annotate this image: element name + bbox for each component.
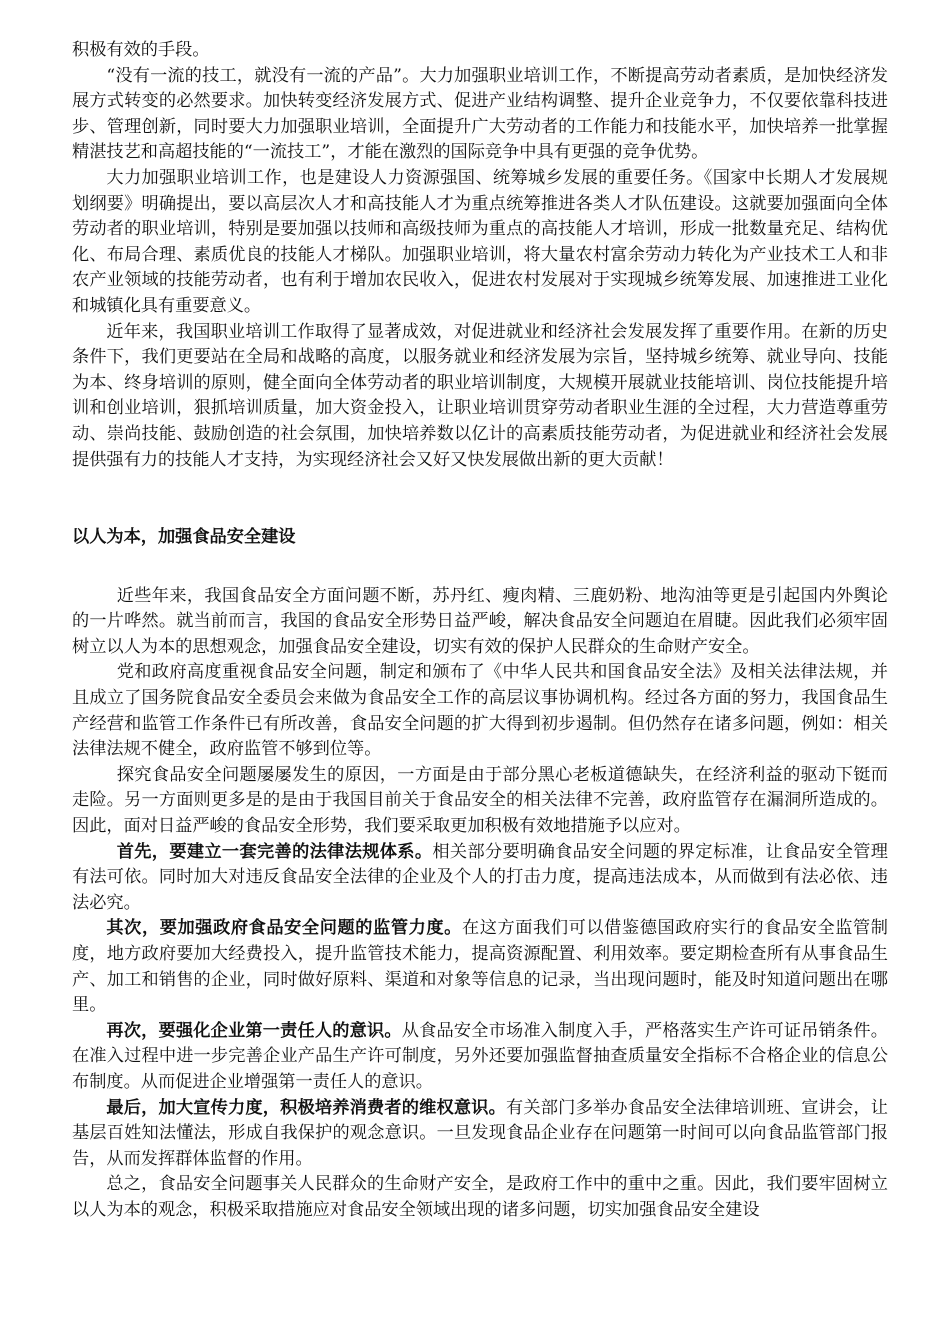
body-third: 从食品安全市场准入制度入手，严格落实生产许可证吊销条件。在准入过程中进一步完善企业产品生产许可制度，另外还要加强监督抽查质量安全指标不合格企业的信息公布制度。从而促进企业增强第一责任人的意识。: [72, 1020, 888, 1092]
section-spacer: [72, 473, 888, 525]
paragraph-government-measures: 党和政府高度重视食品安全问题，制定和颁布了《中华人民共和国食品安全法》及相关法律法规，并且成立了国务院食品安全委员会来做为食品安全工作的高层议事协调机构。经过各方面的努力，我国食品生产经营和监管工作条件已有所改善，食品安全问题的扩大得到初步遏制。但仍然存在诸多问题，例如：相关法律法规不健全，政府监管不够到位等。: [72, 662, 888, 760]
body-second: 在这方面我们可以借鉴德国政府实行的食品安全监管制度，地方政府要加大经费投入，提升监管技术能力，提高资源配置、利用效率。要定期检查所有从事食品生产、加工和销售的企业，同时做好原料、渠道和对象等信息的记录，当出现问题时，能及时知道问题出在哪里。: [72, 918, 888, 1016]
paragraph-second-supervision: [72, 916, 888, 1018]
lead-first: 首先，要建立一套完善的法律法规体系。: [116, 841, 433, 862]
paragraph-fourth-publicity: [72, 1096, 888, 1173]
lead-fourth: 最后，加大宣传力度，积极培养消费者的维权意识。: [106, 1097, 506, 1118]
paragraph-third-enterprise: [72, 1019, 888, 1096]
body-first: 相关部分要明确食品安全问题的界定标准，让食品安全管理有法可依。同时加大对违反食品安全法律的企业及个人的打击力度，提高违法成本，从而做到有法必依、违法必究。: [72, 841, 888, 913]
paragraph-talent-strategy: 大力加强职业培训工作，也是建设人力资源强国、统筹城乡发展的重要任务。《国家中长期人才发展规划纲要》明确提出，要以高层次人才和高技能人才为重点统筹推进各类人才队伍建设。这就要加强面向全体劳动者的职业培训，特别是要加强以技师和高级技师为重点的高技能人才培训，形成一批数量充足、结构优化、布局合理、素质优良的技能人才梯队。加强职业培训，将大量农村富余劳动力转化为产业技术工人和非农产业领域的技能劳动者，也有利于增加农民收入，促进农村发展对于实现城乡统筹发展、加速推进工业化和城镇化具有重要意义。: [72, 167, 888, 316]
paragraph-first-class-technician: “没有一流的技工，就没有一流的产品”。大力加强职业培训工作，不断提高劳动者素质，是加快经济发展方式转变的必然要求。加快转变经济发展方式、促进产业结构调整、提升企业竞争力，不仅要依靠科技进步、管理创新，同时要大力加强职业培训，全面提升广大劳动者的工作能力和技能水平，加快培养一批掌握精湛技艺和高超技能的“一流技工”，才能在激烈的国际竞争中具有更强的竞争优势。: [72, 65, 888, 163]
title-spacer: [72, 551, 888, 584]
paragraph-first-legal-system: [72, 840, 888, 917]
lead-second: 其次，要加强政府食品安全问题的监管力度。: [106, 918, 462, 939]
lead-third: 再次，要强化企业第一责任人的意识。: [106, 1020, 402, 1041]
body-fourth: 有关部门多举办食品安全法律培训班、宣讲会，让基层百姓知法懂法，形成自我保护的观念意识。一旦发现食品企业存在问题第一时间可以向食品监管部门报告，从而发挥群体监督的作用。: [72, 1097, 888, 1169]
paragraph-conclusion: 总之，食品安全问题事关人民群众的生命财产安全，是政府工作中的重中之重。因此，我们要牢固树立以人为本的观念，积极采取措施应对食品安全领域出现的诸多问题，切实加强食品安全建设: [72, 1174, 888, 1220]
paragraph-recent-achievements: 近年来，我国职业培训工作取得了显著成效，对促进就业和经济社会发展发挥了重要作用。在新的历史条件下，我们更要站在全局和战略的高度，以服务就业和经济发展为宗旨，坚持城乡统筹、就业导向、技能为本、终身培训的原则，健全面向全体劳动者的职业培训制度，大规模开展就业技能培训、岗位技能提升培训和创业培训，狠抓培训质量，加大资金投入，让职业培训贯穿劳动者职业生涯的全过程，大力营造尊重劳动、崇尚技能、鼓励创造的社会氛围，加快培养数以亿计的高素质技能劳动者，为促进就业和经济社会发展提供强有力的技能人才支持，为实现经济社会又好又快发展做出新的更大贡献！: [72, 321, 888, 470]
section-title: 以人为本，加强食品安全建设: [72, 527, 296, 548]
paragraph-food-safety-intro: 近些年来，我国食品安全方面问题不断，苏丹红、瘦肉精、三鹿奶粉、地沟油等更是引起国内外舆论的一片哗然。就当前而言，我国的食品安全形势日益严峻，解决食品安全问题迫在眉睫。因此我们必须牢固树立以人为本的思想观念，加强食品安全建设，切实有效的保护人民群众的生命财产安全。: [72, 585, 888, 657]
paragraph-root-causes: 探究食品安全问题屡屡发生的原因，一方面是由于部分黑心老板道德缺失，在经济利益的驱动下铤而走险。另一方面则更多是的是由于我国目前关于食品安全的相关法律不完善，政府监管存在漏洞所造成的。因此，面对日益严峻的食品安全形势，我们要采取更加积极有效地措施予以应对。: [72, 764, 888, 837]
paragraph-continuation: 积极有效的手段。: [72, 40, 210, 60]
